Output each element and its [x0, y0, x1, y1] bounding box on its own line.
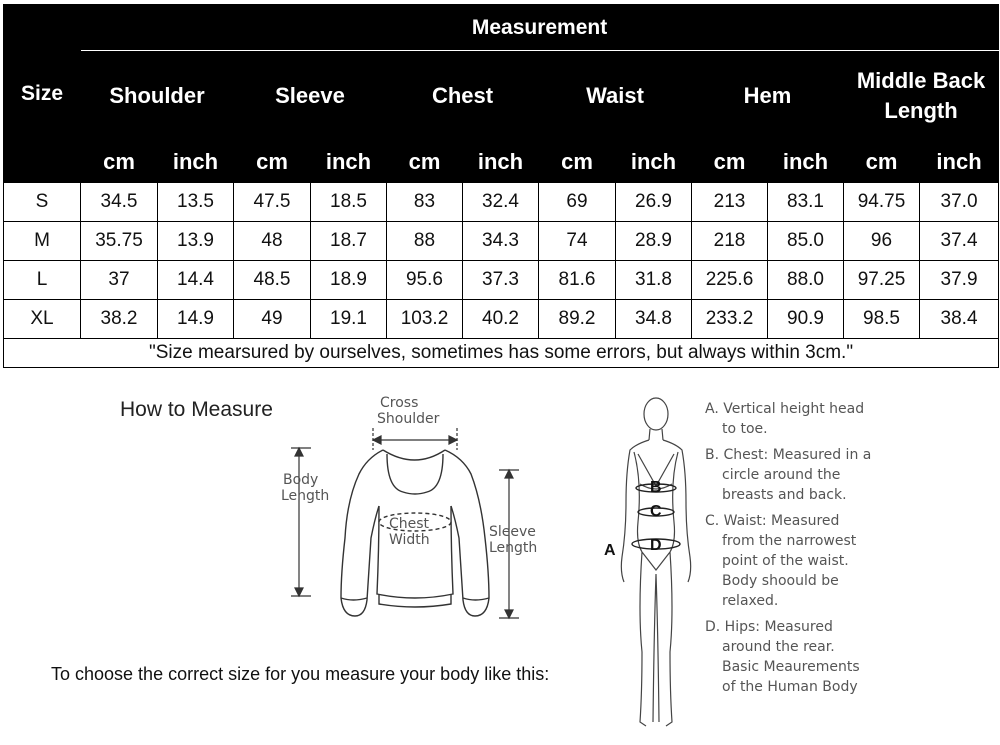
- size-cell: M: [4, 222, 81, 261]
- unit-inch: inch: [311, 141, 387, 183]
- table-cell: 49: [234, 300, 311, 339]
- table-cell: 83: [387, 183, 463, 222]
- unit-inch: inch: [158, 141, 234, 183]
- table-cell: 47.5: [234, 183, 311, 222]
- unit-cm: cm: [234, 141, 311, 183]
- size-chart-table: [3, 4, 999, 368]
- unit-cm: cm: [387, 141, 463, 183]
- table-cell: 13.5: [158, 183, 234, 222]
- table-cell: 225.6: [692, 261, 768, 300]
- table-cell: 213: [692, 183, 768, 222]
- table-cell: 18.9: [311, 261, 387, 300]
- table-cell: 88.0: [768, 261, 844, 300]
- body-length-label-line2: Length: [281, 488, 330, 504]
- table-cell: 14.9: [158, 300, 234, 339]
- size-cell: S: [4, 183, 81, 222]
- measurement-header: Measurement: [81, 5, 999, 51]
- measurement-note: "Size mearsured by ourselves, sometimes has some errors, but always within 3cm.": [4, 339, 999, 368]
- note-line: point of the waist.: [722, 553, 849, 569]
- choose-size-instruction: To choose the correct size for you measure your body like this:: [51, 664, 550, 684]
- table-cell: 18.7: [311, 222, 387, 261]
- note-line: D. Hips: Measured: [705, 619, 833, 635]
- chest-header: Chest: [387, 51, 539, 141]
- table-cell: 37: [81, 261, 158, 300]
- unit-cm: cm: [692, 141, 768, 183]
- measurement-notes: [700, 399, 900, 703]
- table-cell: 31.8: [616, 261, 692, 300]
- table-cell: 14.4: [158, 261, 234, 300]
- table-cell: 83.1: [768, 183, 844, 222]
- table-cell: 34.3: [463, 222, 539, 261]
- table-cell: 96: [844, 222, 920, 261]
- table-cell: 97.25: [844, 261, 920, 300]
- size-column-header: Size: [4, 5, 81, 183]
- table-cell: 69: [539, 183, 616, 222]
- table-cell: 40.2: [463, 300, 539, 339]
- table-cell: 85.0: [768, 222, 844, 261]
- how-to-measure-title: How to Measure: [120, 398, 273, 421]
- units-row: [4, 141, 999, 183]
- table-cell: 48.5: [234, 261, 311, 300]
- note-line: C. Waist: Measured: [705, 513, 840, 529]
- table-cell: 98.5: [844, 300, 920, 339]
- body-marker-b: B: [650, 479, 662, 496]
- note-line: around the rear.: [722, 639, 835, 655]
- body-length-label-line1: Body: [283, 472, 319, 488]
- unit-inch: inch: [463, 141, 539, 183]
- middle-back-label-line2: Length: [884, 97, 958, 123]
- note-line: B. Chest: Measured in a: [705, 447, 872, 463]
- table-cell: 90.9: [768, 300, 844, 339]
- table-cell: 88: [387, 222, 463, 261]
- size-cell: XL: [4, 300, 81, 339]
- chest-width-label-line1: Chest: [389, 516, 430, 532]
- note-b: [700, 445, 900, 505]
- table-cell: 233.2: [692, 300, 768, 339]
- table-cell: 48: [234, 222, 311, 261]
- table-cell: 34.8: [616, 300, 692, 339]
- unit-inch: inch: [920, 141, 999, 183]
- table-cell: 13.9: [158, 222, 234, 261]
- middle-back-length-header: [844, 51, 999, 141]
- table-cell: 35.75: [81, 222, 158, 261]
- table-cell: 95.6: [387, 261, 463, 300]
- unit-cm: cm: [81, 141, 158, 183]
- note-a: [700, 399, 900, 439]
- table-cell: 81.6: [539, 261, 616, 300]
- table-cell: 89.2: [539, 300, 616, 339]
- chest-width-label-line2: Width: [389, 532, 430, 548]
- table-cell: 103.2: [387, 300, 463, 339]
- table-cell: 19.1: [311, 300, 387, 339]
- note-line: from the narrowest: [722, 533, 857, 549]
- table-row: [4, 261, 999, 300]
- table-cell: 38.2: [81, 300, 158, 339]
- body-marker-c: C: [650, 503, 662, 520]
- unit-cm: cm: [539, 141, 616, 183]
- note-line: to toe.: [722, 421, 768, 437]
- waist-header: Waist: [539, 51, 692, 141]
- table-cell: 32.4: [463, 183, 539, 222]
- table-cell: 18.5: [311, 183, 387, 222]
- body-marker-d: D: [650, 537, 662, 554]
- note-line: Basic Meaurements: [722, 659, 860, 675]
- note-line: Body shoould be: [722, 573, 839, 589]
- unit-cm: cm: [844, 141, 920, 183]
- cross-shoulder-label-line2: Shoulder: [377, 411, 440, 427]
- note-line: of the Human Body: [722, 679, 858, 695]
- unit-inch: inch: [616, 141, 692, 183]
- note-line: circle around the: [722, 467, 841, 483]
- middle-back-label-line1: Middle Back: [856, 67, 986, 93]
- garment-diagram: [275, 388, 565, 628]
- note-line: breasts and back.: [722, 487, 847, 503]
- unit-inch: inch: [768, 141, 844, 183]
- note-d: [700, 617, 900, 697]
- hem-header: Hem: [692, 51, 844, 141]
- table-cell: 94.75: [844, 183, 920, 222]
- table-cell: 37.3: [463, 261, 539, 300]
- note-c: [700, 511, 900, 611]
- sleeve-length-label-line1: Sleeve: [489, 524, 536, 540]
- table-cell: 218: [692, 222, 768, 261]
- table-row: [4, 222, 999, 261]
- table-row: [4, 300, 999, 339]
- table-cell: 74: [539, 222, 616, 261]
- body-marker-a: A: [604, 542, 616, 559]
- sleeve-length-label-line2: Length: [489, 540, 538, 556]
- table-cell: 37.4: [920, 222, 999, 261]
- sleeve-header: Sleeve: [234, 51, 387, 141]
- table-row: [4, 183, 999, 222]
- table-cell: 37.0: [920, 183, 999, 222]
- table-cell: 26.9: [616, 183, 692, 222]
- table-cell: 34.5: [81, 183, 158, 222]
- table-cell: 37.9: [920, 261, 999, 300]
- size-cell: L: [4, 261, 81, 300]
- cross-shoulder-label-line1: Cross: [380, 395, 419, 411]
- note-line: A. Vertical height head: [705, 401, 865, 417]
- table-cell: 38.4: [920, 300, 999, 339]
- human-body-diagram: [598, 392, 703, 742]
- table-cell: 28.9: [616, 222, 692, 261]
- shoulder-header: Shoulder: [81, 51, 234, 141]
- note-line: relaxed.: [722, 593, 779, 609]
